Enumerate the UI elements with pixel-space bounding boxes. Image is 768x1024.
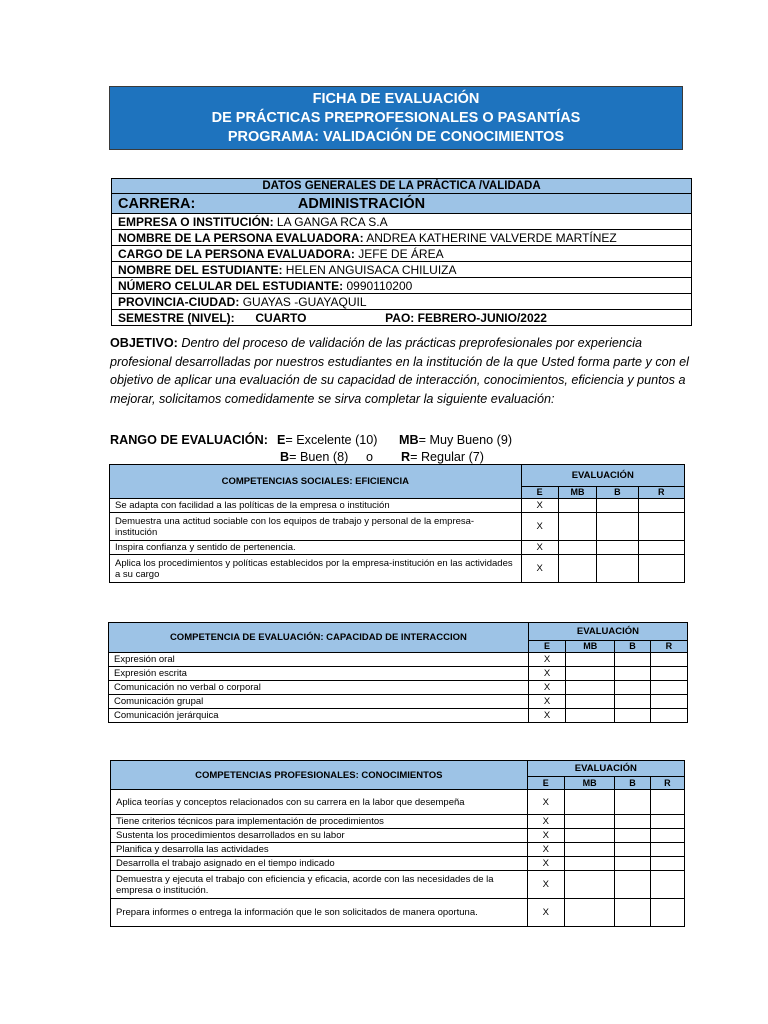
grade-cell-r[interactable] — [650, 843, 684, 857]
range-very-good — [399, 432, 512, 449]
grade-cell-mb[interactable] — [558, 555, 596, 583]
grade-cell-r[interactable] — [650, 695, 687, 709]
field-label: NOMBRE DEL ESTUDIANTE: — [118, 262, 283, 277]
grade-cell-e[interactable]: X — [528, 695, 565, 709]
grade-column-b: B — [615, 641, 650, 653]
grade-cell-b[interactable] — [615, 653, 650, 667]
table-row — [111, 790, 685, 815]
table-row — [110, 555, 685, 583]
field-value: JEFE DE ÁREA — [358, 246, 444, 261]
grade-cell-mb[interactable] — [558, 499, 596, 513]
grade-cell-b[interactable] — [615, 829, 650, 843]
criterion-text: Comunicación grupal — [109, 695, 529, 709]
table-row — [111, 843, 685, 857]
grade-column-e: E — [521, 487, 558, 499]
criterion-text: Aplica teorías y conceptos relacionados con su carrera en la labor que desempeña — [111, 790, 528, 815]
semestre-label: SEMESTRE (NIVEL): — [118, 310, 235, 325]
criterion-text: Aplica los procedimientos y políticas establecidos por la empresa-institución en las actividades a su cargo — [110, 555, 522, 583]
grade-cell-b[interactable] — [597, 555, 638, 583]
field-label: EMPRESA O INSTITUCIÓN: — [118, 214, 274, 229]
criterion-text: Se adapta con facilidad a las políticas de la empresa o institución — [110, 499, 522, 513]
grade-cell-e[interactable]: X — [527, 899, 564, 927]
grade-cell-mb[interactable] — [558, 541, 596, 555]
range-r-key: R — [401, 450, 411, 464]
field-value: LA GANGA RCA S.A — [276, 214, 388, 229]
grade-cell-r[interactable] — [638, 513, 684, 541]
field-label: NOMBRE DE LA PERSONA EVALUADORA: — [118, 230, 364, 245]
table-row — [110, 499, 685, 513]
evaluation-range — [110, 432, 710, 466]
social-competencies-table — [109, 464, 685, 583]
table-row — [110, 541, 685, 555]
grade-cell-mb[interactable] — [564, 899, 614, 927]
grade-cell-e[interactable]: X — [521, 555, 558, 583]
grade-cell-r[interactable] — [650, 681, 687, 695]
grade-cell-b[interactable] — [597, 499, 638, 513]
table-row — [109, 667, 688, 681]
general-data-row — [112, 246, 692, 262]
grade-cell-r[interactable] — [650, 667, 687, 681]
criterion-text: Demuestra y ejecuta el trabajo con eficiencia y eficacia, acorde con las necesidades de la empresa o institución. — [111, 871, 528, 899]
carrera-row — [112, 194, 692, 214]
range-label: RANGO DE EVALUACIÓN: — [110, 433, 268, 447]
field-value: GUAYAS -GUAYAQUIL — [242, 294, 367, 309]
grade-cell-e[interactable]: X — [528, 653, 565, 667]
criterion-text: Comunicación jerárquica — [109, 709, 529, 723]
grade-cell-e[interactable]: X — [527, 857, 564, 871]
grade-column-r: R — [650, 777, 684, 790]
grade-cell-r[interactable] — [638, 541, 684, 555]
table-row — [109, 695, 688, 709]
grade-cell-e[interactable]: X — [527, 790, 564, 815]
table-row — [109, 681, 688, 695]
grade-cell-b[interactable] — [615, 695, 650, 709]
grade-cell-e[interactable]: X — [521, 499, 558, 513]
range-b-text: = Buen (8) — [289, 450, 349, 464]
grade-cell-b[interactable] — [615, 815, 650, 829]
range-b-key: B — [280, 450, 290, 464]
criterion-text: Expresión escrita — [109, 667, 529, 681]
general-data-row — [112, 278, 692, 294]
general-data-row — [112, 294, 692, 310]
objective-text: Dentro del proceso de validación de las prácticas preprofesionales por experiencia profesional desarrolladas por nuestros estudiantes en la institución de la que Usted forma parte y con el objetivo de aplicar una evaluación de su capacidad de interacción, conocimientos, eficiencia y puntos a mejorar, solicitamos comedidamente se sirva completar la siguiente evaluación: — [110, 336, 689, 406]
pao-value: PAO: FEBRERO-JUNIO/2022 — [385, 310, 547, 325]
table-row — [111, 815, 685, 829]
table-row — [111, 857, 685, 871]
header-subtitle: DE PRÁCTICAS PREPROFESIONALES O PASANTÍAS — [211, 109, 581, 126]
grade-cell-mb[interactable] — [564, 857, 614, 871]
competency-title: COMPETENCIA DE EVALUACIÓN: CAPACIDAD DE INTERACCION — [109, 623, 529, 653]
range-mb-text: = Muy Bueno (9) — [418, 433, 513, 447]
general-data-row — [112, 214, 692, 230]
grade-cell-b[interactable] — [615, 899, 650, 927]
header-program: PROGRAMA: VALIDACIÓN DE CONOCIMIENTOS — [227, 128, 565, 145]
table-row — [111, 871, 685, 899]
general-data-table — [111, 178, 692, 326]
competency-title: COMPETENCIAS SOCIALES: EFICIENCIA — [110, 465, 522, 499]
range-mb-key: MB — [399, 433, 419, 447]
criterion-text: Sustenta los procedimientos desarrollados en su labor — [111, 829, 528, 843]
objective-paragraph — [110, 334, 690, 408]
grade-cell-e[interactable]: X — [527, 871, 564, 899]
grade-cell-mb[interactable] — [566, 681, 615, 695]
grade-cell-b[interactable] — [615, 857, 650, 871]
general-data-row — [112, 230, 692, 246]
grade-column-b: B — [597, 487, 638, 499]
grade-cell-b[interactable] — [615, 709, 650, 723]
grade-cell-r[interactable] — [650, 815, 684, 829]
header-title: FICHA DE EVALUACIÓN — [312, 90, 480, 107]
objective-label: OBJETIVO: — [110, 336, 178, 350]
grade-cell-r[interactable] — [638, 499, 684, 513]
criterion-text: Comunicación no verbal o corporal — [109, 681, 529, 695]
grade-cell-e[interactable]: X — [527, 815, 564, 829]
grade-cell-b[interactable] — [597, 541, 638, 555]
table-row — [109, 653, 688, 667]
carrera-label: CARRERA: — [118, 195, 196, 212]
competency-title: COMPETENCIAS PROFESIONALES: CONOCIMIENTOS — [111, 761, 528, 790]
grade-column-r: R — [638, 487, 684, 499]
grade-cell-e[interactable]: X — [528, 667, 565, 681]
grade-column-e: E — [527, 777, 564, 790]
semestre-row — [112, 310, 692, 326]
grade-cell-mb[interactable] — [564, 871, 614, 899]
grade-cell-r[interactable] — [650, 653, 687, 667]
grade-column-b: B — [615, 777, 650, 790]
grade-cell-e[interactable]: X — [521, 541, 558, 555]
general-data-row — [112, 262, 692, 278]
evaluation-header: EVALUACIÓN — [521, 465, 684, 487]
grade-cell-mb[interactable] — [564, 843, 614, 857]
grade-cell-r[interactable] — [650, 829, 684, 843]
grade-cell-e[interactable]: X — [521, 513, 558, 541]
carrera-value: ADMINISTRACIÓN — [297, 195, 426, 212]
field-label: CARGO DE LA PERSONA EVALUADORA: — [118, 246, 355, 261]
form-header — [109, 86, 683, 150]
criterion-text: Tiene criterios técnicos para implementación de procedimientos — [111, 815, 528, 829]
criterion-text: Demuestra una actitud sociable con los equipos de trabajo y personal de la empresa-institución — [110, 513, 522, 541]
range-e-text: = Excelente (10) — [285, 433, 378, 447]
grade-cell-mb[interactable] — [566, 709, 615, 723]
grade-cell-r[interactable] — [650, 899, 684, 927]
table-row — [111, 829, 685, 843]
criterion-text: Expresión oral — [109, 653, 529, 667]
grade-cell-e[interactable]: X — [528, 709, 565, 723]
grade-cell-mb[interactable] — [564, 815, 614, 829]
grade-cell-mb[interactable] — [566, 667, 615, 681]
table-row — [109, 709, 688, 723]
grade-cell-e[interactable]: X — [527, 829, 564, 843]
field-label: NÚMERO CELULAR DEL ESTUDIANTE: — [118, 278, 344, 293]
grade-cell-b[interactable] — [615, 667, 650, 681]
grade-cell-b[interactable] — [615, 871, 650, 899]
grade-column-mb: MB — [564, 777, 614, 790]
criterion-text: Desarrolla el trabajo asignado en el tiempo indicado — [111, 857, 528, 871]
range-e-key: E — [277, 433, 286, 447]
grade-cell-r[interactable] — [650, 871, 684, 899]
grade-column-mb: MB — [558, 487, 596, 499]
grade-cell-mb[interactable] — [566, 653, 615, 667]
grade-cell-r[interactable] — [650, 857, 684, 871]
grade-column-mb: MB — [566, 641, 615, 653]
grade-cell-b[interactable] — [615, 843, 650, 857]
range-or: o — [366, 450, 374, 464]
criterion-text: Planifica y desarrolla las actividades — [111, 843, 528, 857]
general-data-title: DATOS GENERALES DE LA PRÁCTICA /VALIDADA — [112, 179, 692, 194]
grade-column-r: R — [650, 641, 687, 653]
evaluation-header: EVALUACIÓN — [528, 623, 687, 641]
grade-cell-mb[interactable] — [566, 695, 615, 709]
grade-cell-r[interactable] — [638, 555, 684, 583]
field-value: 0990110200 — [346, 278, 413, 293]
grade-cell-mb[interactable] — [564, 829, 614, 843]
interaction-competencies-table — [108, 622, 688, 723]
grade-cell-b[interactable] — [615, 681, 650, 695]
table-row — [111, 899, 685, 927]
grade-cell-b[interactable] — [615, 790, 650, 815]
field-value: HELEN ANGUISACA CHILUIZA — [285, 262, 457, 277]
grade-cell-b[interactable] — [597, 513, 638, 541]
criterion-text: Inspira confianza y sentido de pertenencia. — [110, 541, 522, 555]
field-value: ANDREA KATHERINE VALVERDE MARTÍNEZ — [366, 230, 617, 245]
grade-cell-mb[interactable] — [564, 790, 614, 815]
criterion-text: Prepara informes o entrega la información que le son solicitados de manera oportuna. — [111, 899, 528, 927]
grade-cell-r[interactable] — [650, 790, 684, 815]
grade-cell-e[interactable]: X — [528, 681, 565, 695]
professional-competencies-table — [110, 760, 685, 927]
field-label: PROVINCIA-CIUDAD: — [118, 294, 240, 309]
grade-cell-e[interactable]: X — [527, 843, 564, 857]
grade-cell-mb[interactable] — [558, 513, 596, 541]
semestre-value: CUARTO — [255, 310, 307, 325]
range-excellent — [277, 432, 377, 449]
evaluation-header: EVALUACIÓN — [527, 761, 684, 777]
grade-column-e: E — [528, 641, 565, 653]
table-row — [110, 513, 685, 541]
range-r-text: = Regular (7) — [410, 450, 484, 464]
grade-cell-r[interactable] — [650, 709, 687, 723]
